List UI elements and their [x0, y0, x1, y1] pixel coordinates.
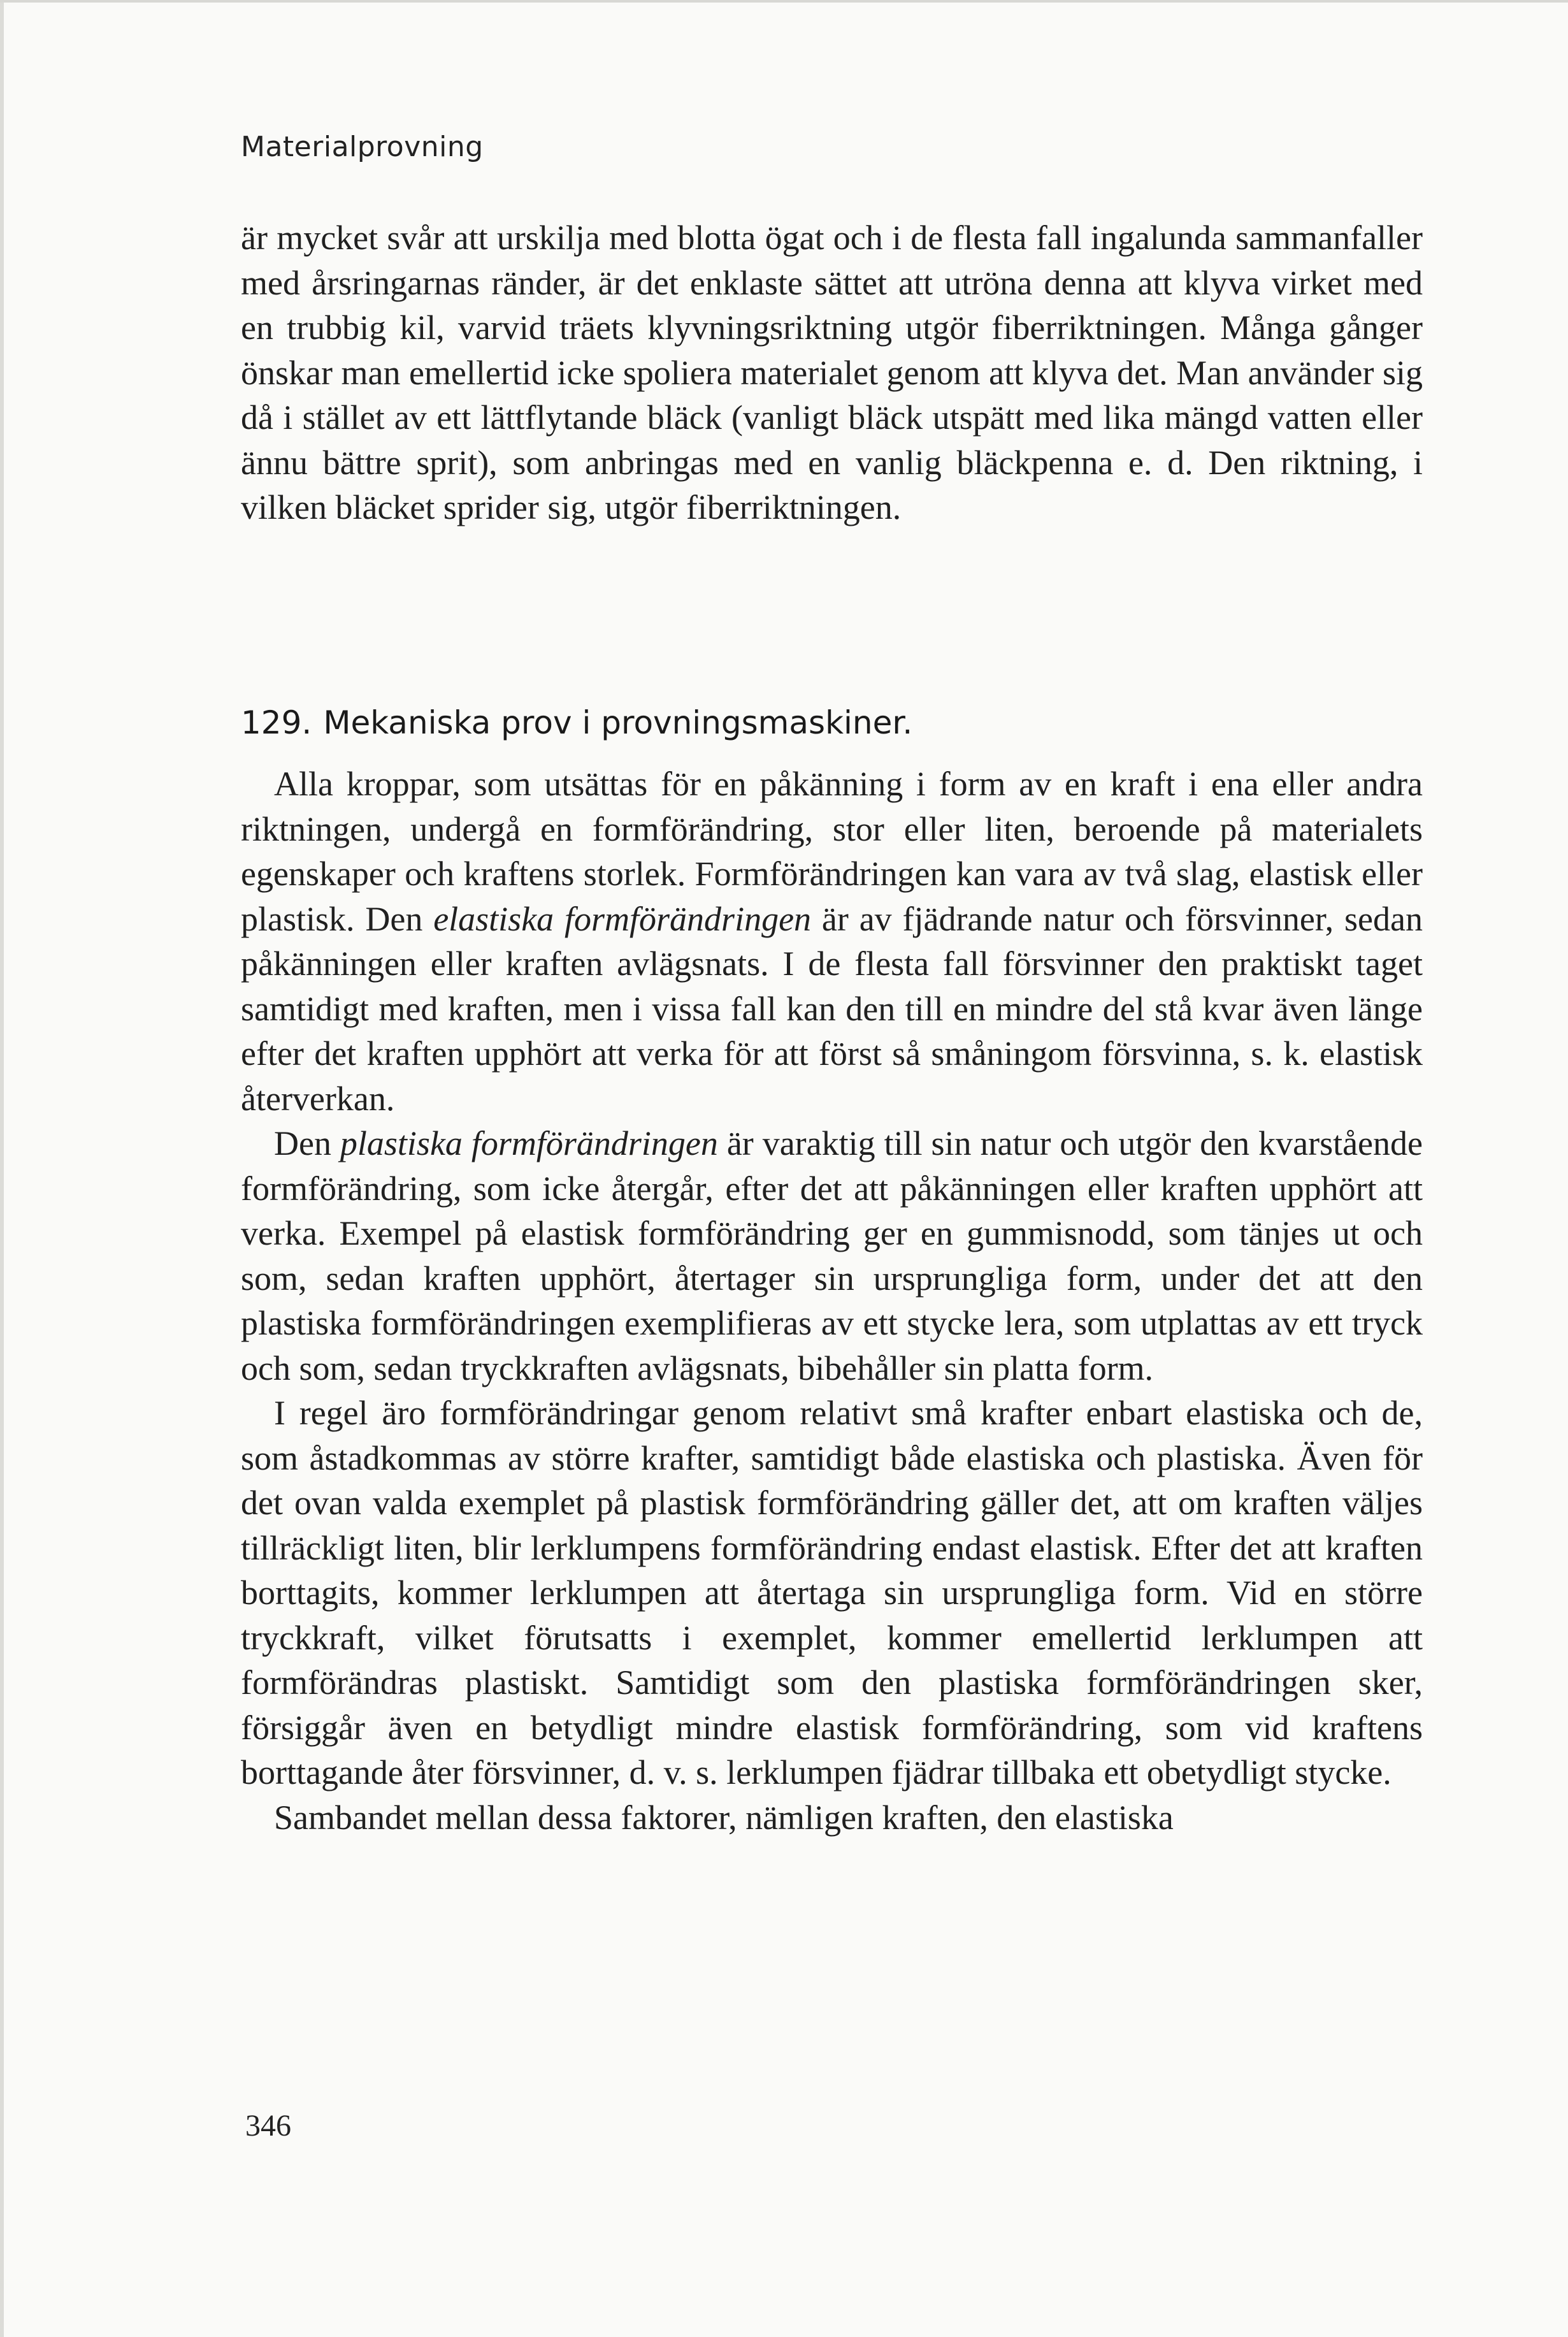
paragraph-1-text-b: är av fjädrande natur och försvinner, sedan påkänningen eller kraften avlägsnats. I de flesta fall försvinner den praktiskt taget samtidigt med kraften, men i vissa fall kan den till en mindre del stå kvar även länge efter det kraften upphört att verka för att först så småningom försvinna, s. k. elastisk återverkan.: [241, 899, 1423, 1118]
paragraph-2: [241, 1121, 1423, 1391]
paragraph-1: [241, 762, 1423, 1121]
paragraph-4: Sambandet mellan dessa faktorer, nämligen kraften, den elastiska: [274, 1798, 1174, 1837]
paragraph-2-text-a: Den: [274, 1124, 340, 1162]
section-title: Mekaniska prov i provningsmaskiner.: [323, 704, 913, 741]
intro-paragraph: är mycket svår att urskilja med blotta ögat och i de flesta fall ingalunda sammanfaller med årsringarnas ränder, är det enklaste sättet att utröna denna att klyva virket med en trubbig kil, varvid träets klyvningsriktning utgör fiberriktningen. Många gånger önskar man emellertid icke spoliera materialet genom att klyva det. Man använder sig då i stället av ett lättflytande bläck (vanligt bläck utspätt med lika mängd vatten eller ännu bättre sprit), som anbringas med en vanlig bläckpenna e. d. Den riktning, i vilken bläcket sprider sig, utgör fiberriktningen.: [241, 219, 1423, 526]
intro-block: [241, 215, 1423, 530]
running-head: Materialprovning: [241, 131, 484, 163]
paragraph-1-text-a: Alla kroppar, som utsättas för en påkänning i form av en kraft i ena eller andra riktningen, undergå en formförändring, stor eller liten, beroende på materialets egenskaper och kraftens storlek. Formförändringen kan vara av två slag, elastisk eller plastisk. Den: [241, 765, 1423, 938]
section-number: 129.: [241, 704, 312, 741]
page-edge-top: [0, 0, 1568, 3]
paragraph-2-text-b: är varaktig till sin natur och utgör den kvarstående formförändring, som icke återgår, efter det att påkänningen eller kraften upphört att verka. Exempel på elastisk formförändring ger en gummisnodd, som tänjes ut och som, sedan kraften upphört, återtager sin ursprungliga form, under det att den plastiska formförändringen exemplifieras av ett stycke lera, som utplattas av ett tryck och som, sedan tryckkraften avlägsnats, bibehåller sin platta form.: [241, 1124, 1423, 1387]
paragraph-3: I regel äro formförändringar genom relativt små krafter enbart elastiska och de, som åstadkommas av större krafter, samtidigt både elastiska och plastiska. Även för det ovan valda exemplet på plastisk formförändring gäller det, att om kraften väljes tillräckligt liten, blir lerklumpens formförändring endast elastisk. Efter det att kraften borttagits, kommer lerklumpen att återtaga sin ursprungliga form. Vid en större tryckkraft, vilket förutsatts i exemplet, kommer emellertid lerklumpen att formförändras plastiskt. Samtidigt som den plastiska formförändringen sker, försiggår även en betydligt mindre elastisk formförändring, som vid kraftens borttagande åter försvinner, d. v. s. lerklumpen fjädrar tillbaka ett obetydligt stycke.: [241, 1394, 1423, 1791]
body-text: [241, 762, 1423, 1840]
paragraph-2-italic-term: plastiska formförändringen: [340, 1124, 718, 1162]
page-number: 346: [245, 2109, 291, 2143]
section-heading: [241, 704, 912, 741]
page-edge: [0, 0, 4, 2337]
paragraph-1-italic-term: elastiska formförändringen: [433, 899, 812, 938]
